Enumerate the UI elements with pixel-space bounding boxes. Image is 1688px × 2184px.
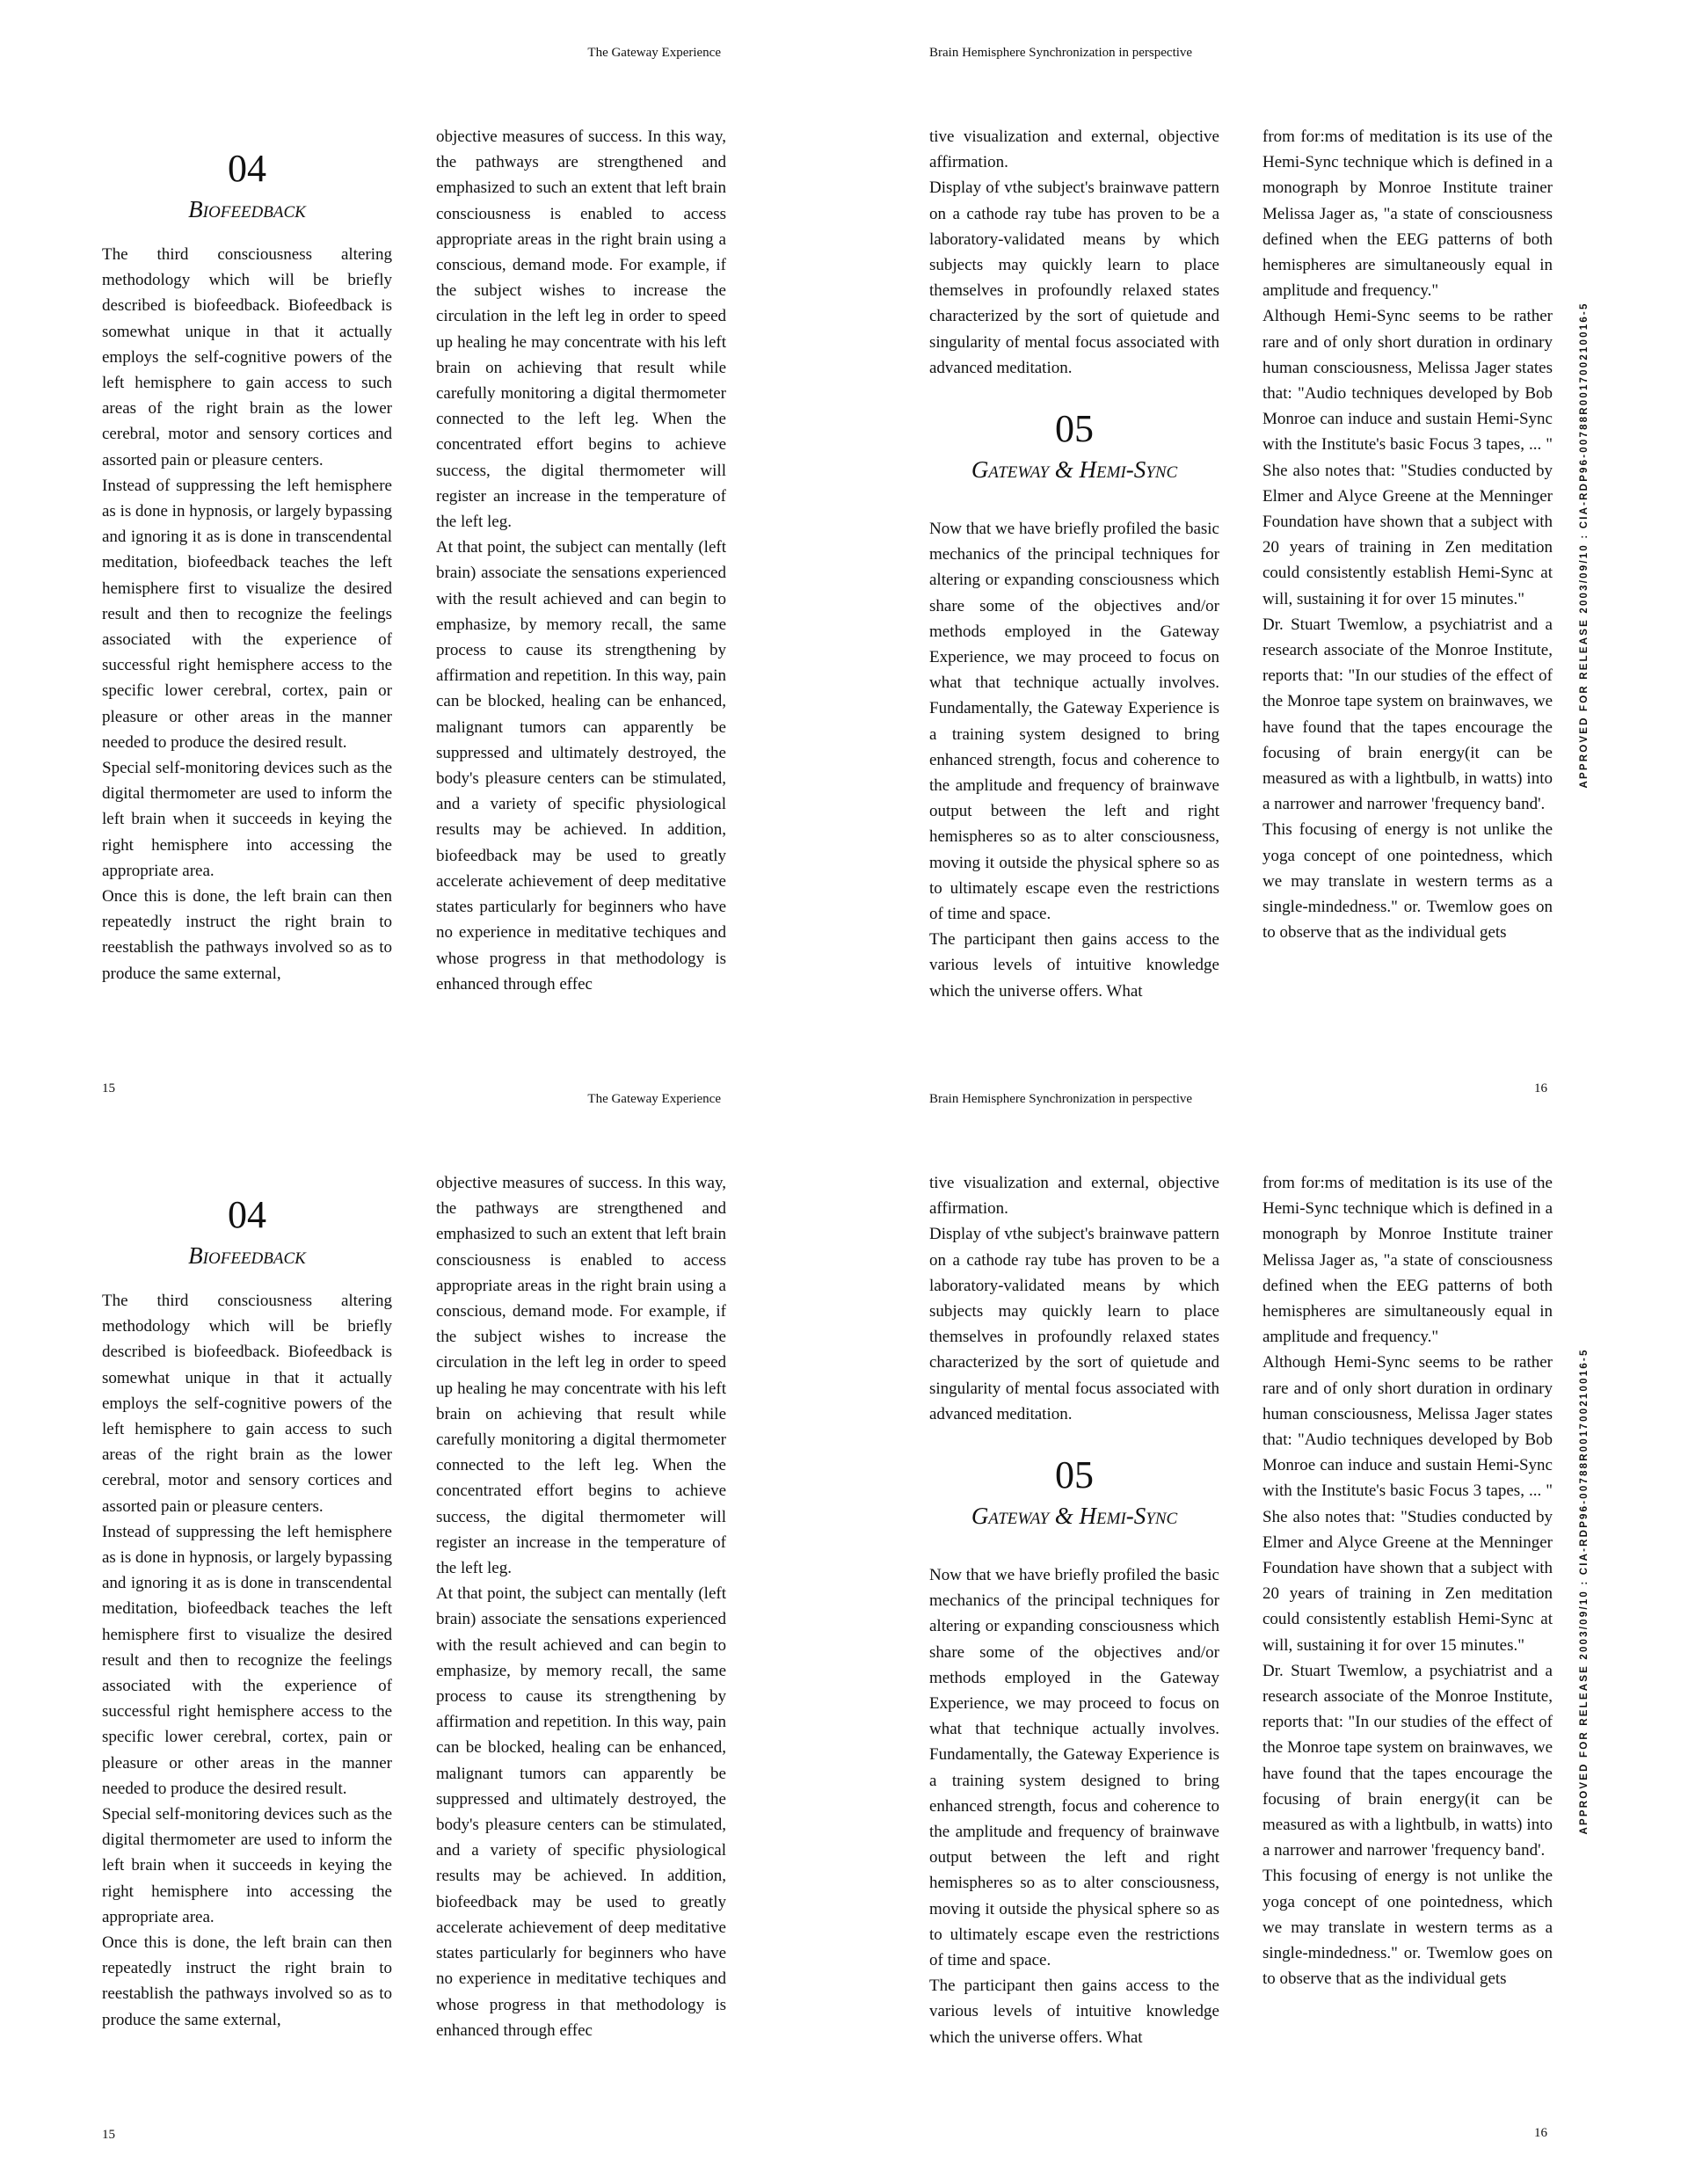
page-number-right: 16 xyxy=(1534,1081,1547,1096)
paragraph: Display of vthe subject's brainwave pattern on a cathode ray tube has proven to be a laboratory-validated means by which subjects may quickly learn to place themselves in profoundly relaxed states characterized by the sort of quietude and singularity of mental focus associated with advanced meditation. xyxy=(929,178,1219,377)
paragraph: from for:ms of meditation is its use of the Hemi-Sync technique which is defined in a monograph by Monroe Institute trainer Melissa Jager as, "a state of consciousness defined when the EEG patterns of both hemispheres are simultaneously equal in amplitude and frequency." xyxy=(1262,127,1553,301)
paragraph: Special self-monitoring devices such as the digital thermometer are used to inform the left brain when it succeeds in keying the right hemisphere into accessing the appropriate area. xyxy=(102,1805,392,1926)
section-number: 04 xyxy=(228,1193,266,1236)
paragraph: Dr. Stuart Twemlow, a psychiatrist and a research associate of the Monroe Institute, reports that: "In our studies of the effect of the Monroe tape system on brainwaves, we have found that the tapes encourage the focusing of brain energy(it can be measured as with a lightbulb, in watts) into a narrower and narrower 'frequency band'. xyxy=(1262,615,1553,814)
paragraph: Now that we have briefly profiled the basic mechanics of the principal techniques for altering or expanding consciousness which share some of the objectives and/or methods employed in the Gateway Experience, we may proceed to focus on what that technique actually involves. Fundamentally, the Gateway Experience is a training system designed to bring enhanced strength, focus and coherence to the amplitude and frequency of brainwave output between the left and right hemispheres so as to alter consciousness, moving it outside the physical sphere so as to ultimately escape even the restrictions of time and space. xyxy=(929,1566,1219,1970)
paragraph: Although Hemi-Sync seems to be rather rare and of only short duration in ordinary human consciousness, Melissa Jager states that: "Audio techniques developed by Bob Monroe can induce and sustain Hemi-Sync with the Institute's basic Focus 3 tapes, ... " She also notes that: "Studies conducted by Elmer and Alyce Greene at the Menninger Foundation have shown that a subject with 20 years of training in Zen meditation could consistently establish Hemi-Sync at will, sustaining it for over 15 minutes." xyxy=(1262,307,1553,608)
release-stamp-text: APPROVED FOR RELEASE 2003/09/10 : CIA-RDP96-00788R001700210016-5 xyxy=(1579,1348,1590,1835)
section-heading-05 xyxy=(929,407,1219,484)
paragraph: This focusing of energy is not unlike the yoga concept of one pointedness, which we may translate in western terms as a single-mindedness." or. Twemlow goes on to observe that as the individual gets xyxy=(1262,1867,1553,1989)
paragraph: This focusing of energy is not unlike the yoga concept of one pointedness, which we may translate in western terms as a single-mindedness." or. Twemlow goes on to observe that as the individual gets xyxy=(1262,820,1553,943)
column-b xyxy=(436,124,726,997)
page-number-left: 15 xyxy=(102,1081,115,1096)
section-title: Gateway & Hemi-Sync xyxy=(971,1503,1178,1530)
paragraph: The third consciousness altering methodology which will be briefly described is biofeedback. Biofeedback is somewhat unique in that it actually employs the self-cognitive powers of the left hemisphere to gain access to such areas of the right brain as the lower cerebral, motor and sensory cortices and assorted pain or pleasure centers. xyxy=(102,245,392,470)
paragraph: Although Hemi-Sync seems to be rather rare and of only short duration in ordinary human consciousness, Melissa Jager states that: "Audio techniques developed by Bob Monroe can induce and sustain Hemi-Sync with the Institute's basic Focus 3 tapes, ... " She also notes that: "Studies conducted by Elmer and Alyce Greene at the Menninger Foundation have shown that a subject with 20 years of training in Zen meditation could consistently establish Hemi-Sync at will, sustaining it for over 15 minutes." xyxy=(1262,1353,1553,1655)
running-head-right: Brain Hemisphere Synchronization in perspective xyxy=(929,1092,1193,1106)
page-number-right: 16 xyxy=(1534,2126,1547,2140)
release-stamp xyxy=(1579,1348,1602,1835)
paragraph: tive visualization and external, objective affirmation. xyxy=(929,127,1219,172)
paragraph: At that point, the subject can mentally (left brain) associate the sensations experienced with the result achieved and can begin to emphasize, by memory recall, the same process to cause its strengthening by affirmation and repetition. In this way, pain can be blocked, healing can be enhanced, malignant tumors can apparently be suppressed and ultimately destroyed, the body's pleasure centers can be stimulated, and a variety of specific physiological results may be achieved. In addition, biofeedback may be used to greatly accelerate achievement of deep meditative states particularly for beginners who have no experience in meditative techiques and whose progress in that methodology is enhanced through effec xyxy=(436,1584,726,2040)
release-stamp xyxy=(1579,302,1602,789)
paragraph: Dr. Stuart Twemlow, a psychiatrist and a research associate of the Monroe Institute, reports that: "In our studies of the effect of the Monroe tape system on brainwaves, we have found that the tapes encourage the focusing of brain energy(it can be measured as with a lightbulb, in watts) into a narrower and narrower 'frequency band'. xyxy=(1262,1661,1553,1860)
column-d xyxy=(1262,124,1553,946)
section-heading-05 xyxy=(929,1453,1219,1531)
column-c xyxy=(929,1170,1219,2050)
paragraph: from for:ms of meditation is its use of the Hemi-Sync technique which is defined in a monograph by Monroe Institute trainer Melissa Jager as, "a state of consciousness defined when the EEG patterns of both hemispheres are simultaneously equal in amplitude and frequency." xyxy=(1262,1174,1553,1347)
running-head-right: Brain Hemisphere Synchronization in perspective xyxy=(929,46,1193,60)
paragraph: Instead of suppressing the left hemisphere as is done in hypnosis, or largely bypassing and ignoring it as is done in transcendental meditation, biofeedback teaches the left hemisphere first to visualize the desired result and then to recognize the feelings associated with the experience of successful right hemisphere access to the specific lower cerebral, cortex, pain or pleasure or other areas in the manner needed to produce the desired result. xyxy=(102,476,393,752)
paragraph: At that point, the subject can mentally (left brain) associate the sensations experienced with the result achieved and can begin to emphasize, by memory recall, the same process to cause its strengthening by affirmation and repetition. In this way, pain can be blocked, healing can be enhanced, malignant tumors can apparently be suppressed and ultimately destroyed, the body's pleasure centers can be stimulated, and a variety of specific physiological results may be achieved. In addition, biofeedback may be used to greatly accelerate achievement of deep meditative states particularly for beginners who have no experience in meditative techiques and whose progress in that methodology is enhanced through effec xyxy=(436,538,726,994)
paragraph: tive visualization and external, objective affirmation. xyxy=(929,1174,1219,1219)
section-title: Biofeedback xyxy=(188,1242,306,1269)
paragraph: Special self-monitoring devices such as the digital thermometer are used to inform the left brain when it succeeds in keying the right hemisphere into accessing the appropriate area. xyxy=(102,759,392,880)
section-number: 05 xyxy=(1055,1453,1094,1497)
paragraph: Once this is done, the left brain can then repeatedly instruct the right brain to reestablish the pathways involved so as to produce the same external, xyxy=(102,1933,392,2029)
paragraph: The participant then gains access to the various levels of intuitive knowledge which the universe offers. What xyxy=(929,930,1219,1001)
paragraph: Instead of suppressing the left hemisphere as is done in hypnosis, or largely bypassing and ignoring it as is done in transcendental meditation, biofeedback teaches the left hemisphere first to visualize the desired result and then to recognize the feelings associated with the experience of successful right hemisphere access to the specific lower cerebral, cortex, pain or pleasure or other areas in the manner needed to produce the desired result. xyxy=(102,1522,393,1798)
column-a xyxy=(102,1172,392,2033)
column-d xyxy=(1262,1170,1553,1992)
column-c xyxy=(929,124,1219,1004)
paragraph: Once this is done, the left brain can then repeatedly instruct the right brain to reestablish the pathways involved so as to produce the same external, xyxy=(102,887,392,983)
page-spread-2 xyxy=(0,1046,1688,2142)
paragraph: objective measures of success. In this way, the pathways are strengthened and emphasized to such an extent that left brain consciousness is enabled to access appropriate areas in the right brain using a conscious, demand mode. For example, if the subject wishes to increase the circulation in the left leg in order to speed up healing he may concentrate with his left brain on achieving that result while carefully monitoring a digital thermometer connected to the left leg. When the concentrated effort begins to achieve success, the digital thermometer will register an increase in the temperature of the left leg. xyxy=(436,127,726,532)
page-number-left: 15 xyxy=(102,2128,115,2142)
paragraph: objective measures of success. In this way, the pathways are strengthened and emphasized to such an extent that left brain consciousness is enabled to access appropriate areas in the right brain using a conscious, demand mode. For example, if the subject wishes to increase the circulation in the left leg in order to speed up healing he may concentrate with his left brain on achieving that result while carefully monitoring a digital thermometer connected to the left leg. When the concentrated effort begins to achieve success, the digital thermometer will register an increase in the temperature of the left leg. xyxy=(436,1174,726,1578)
column-a xyxy=(102,126,392,986)
section-number: 05 xyxy=(1055,407,1094,451)
paragraph: The third consciousness altering methodology which will be briefly described is biofeedback. Biofeedback is somewhat unique in that it actually employs the self-cognitive powers of the left hemisphere to gain access to such areas of the right brain as the lower cerebral, motor and sensory cortices and assorted pain or pleasure centers. xyxy=(102,1292,392,1516)
section-title: Biofeedback xyxy=(188,196,306,222)
release-stamp-text: APPROVED FOR RELEASE 2003/09/10 : CIA-RDP96-00788R001700210016-5 xyxy=(1579,302,1590,789)
column-b xyxy=(436,1170,726,2043)
running-head-left: The Gateway Experience xyxy=(587,1092,721,1106)
paragraph: Display of vthe subject's brainwave pattern on a cathode ray tube has proven to be a laboratory-validated means by which subjects may quickly learn to place themselves in profoundly relaxed states characterized by the sort of quietude and singularity of mental focus associated with advanced meditation. xyxy=(929,1225,1219,1423)
running-head-left: The Gateway Experience xyxy=(587,46,721,60)
section-heading-04 xyxy=(102,1193,392,1270)
section-number: 04 xyxy=(228,147,266,190)
section-title: Gateway & Hemi-Sync xyxy=(971,456,1178,484)
paragraph: Now that we have briefly profiled the basic mechanics of the principal techniques for altering or expanding consciousness which share some of the objectives and/or methods employed in the Gateway Experience, we may proceed to focus on what that technique actually involves. Fundamentally, the Gateway Experience is a training system designed to bring enhanced strength, focus and coherence to the amplitude and frequency of brainwave output between the left and right hemispheres so as to alter consciousness, moving it outside the physical sphere so as to ultimately escape even the restrictions of time and space. xyxy=(929,520,1219,924)
section-heading-04 xyxy=(102,147,392,224)
paragraph: The participant then gains access to the various levels of intuitive knowledge which the universe offers. What xyxy=(929,1977,1219,2047)
